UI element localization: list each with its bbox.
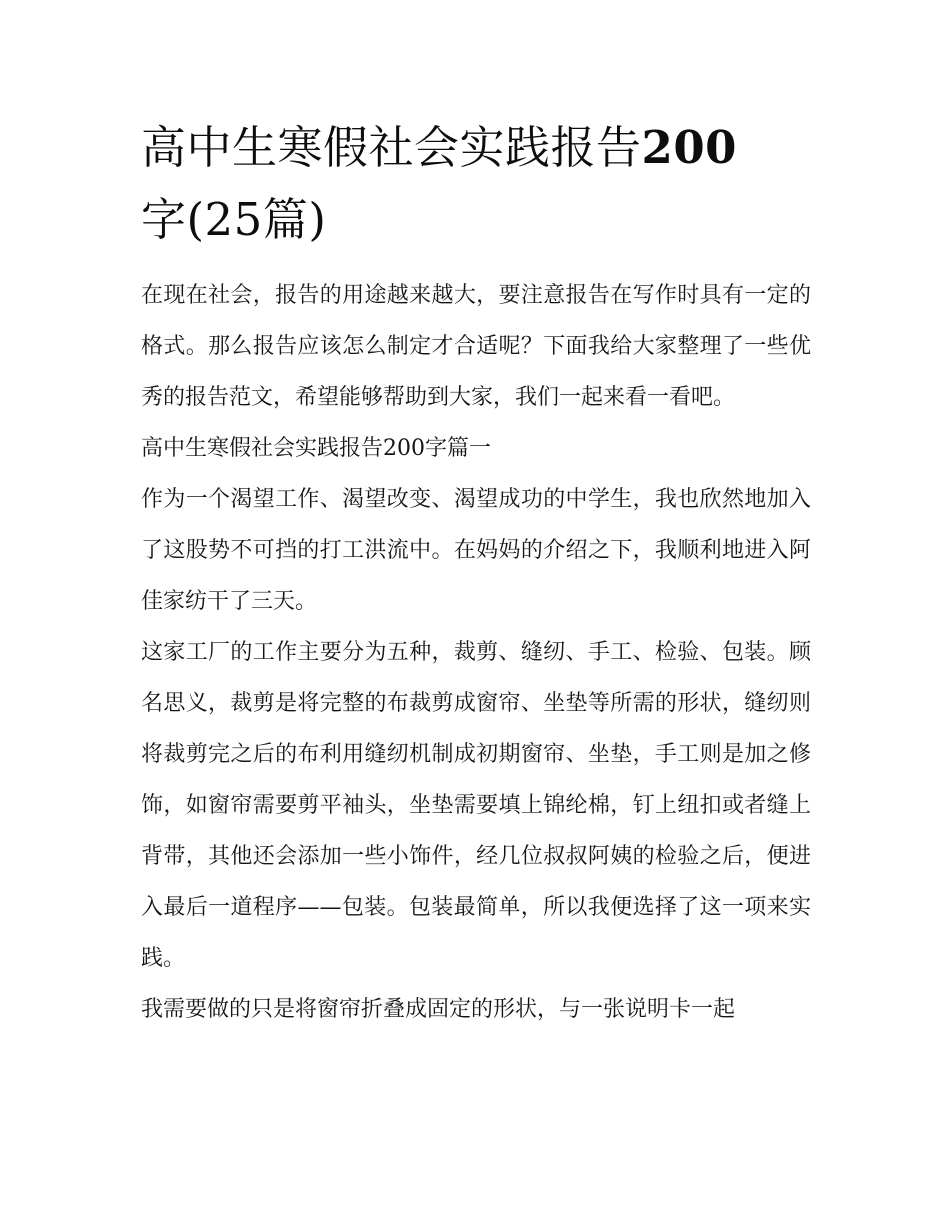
body-paragraph: 作为一个渴望工作、渴望改变、渴望成功的中学生，我也欣然地加入了这股势不可挡的打工洪流中。在妈妈的介绍之下，我顺利地进入阿佳家纺干了三天。 (141, 487, 811, 614)
intro-paragraph: 在现在社会，报告的用途越来越大，要注意报告在写作时具有一定的格式。那么报告应该怎么制定才合适呢？下面我给大家整理了一些优秀的报告范文，希望能够帮助到大家，我们一起来看一看吧。 (141, 283, 811, 410)
title-number: 200 (641, 121, 737, 174)
body-paragraph: 我需要做的只是将窗帘折叠成固定的形状，与一张说明卡一起 (141, 997, 736, 1022)
document-body (141, 270, 811, 1035)
title-text-part2: 字(25篇) (141, 193, 327, 246)
title-text-part1: 高中生寒假社会实践报告 (141, 121, 642, 174)
document-title (141, 112, 811, 256)
body-paragraph: 这家工厂的工作主要分为五种，裁剪、缝纫、手工、检验、包装。顾名思义，裁剪是将完整的布裁剪成窗帘、坐垫等所需的形状，缝纫则将裁剪完之后的布利用缝纫机制成初期窗帘、坐垫，手工则是加之修饰，如窗帘需要剪平袖头，坐垫需要填上锦纶棉，钉上纽扣或者缝上背带，其他还会添加一些小饰件，经几位叔叔阿姨的检验之后，便进入最后一道程序——包装。包装最简单，所以我便选择了这一项来实践。 (141, 640, 811, 971)
section-heading: 高中生寒假社会实践报告200字篇一 (141, 436, 491, 461)
document-content (141, 112, 811, 1035)
